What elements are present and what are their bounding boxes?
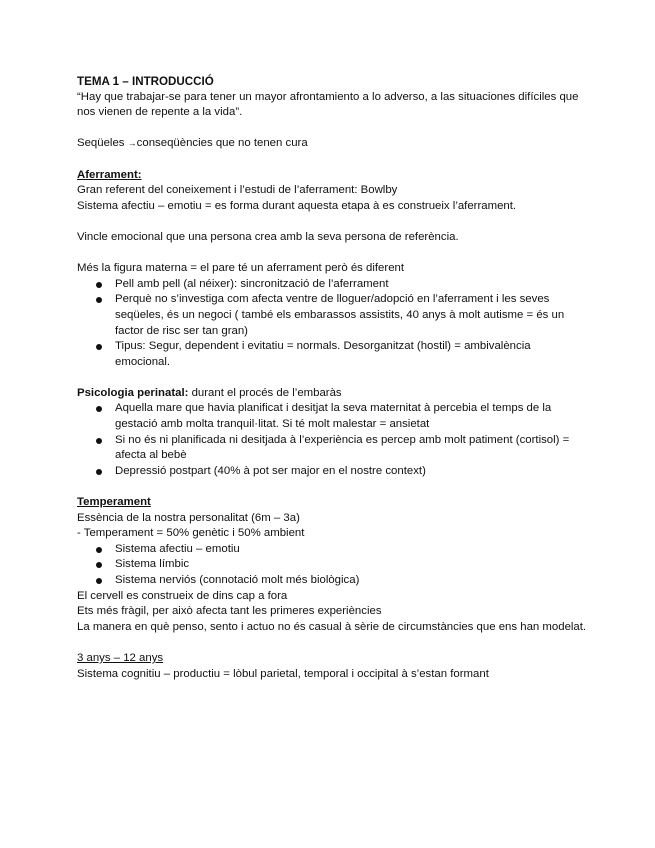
arrow-icon: → — [127, 138, 137, 149]
paragraph-line: Essència de la nostra personalitat (6m – 3a) — [77, 511, 300, 524]
intro-quote: “Hay que trabajar-se para tener un mayor afrontamiento a lo adverso, a las situaciones difíciles que nos vienen de repente a la vida”. — [77, 90, 579, 119]
document-body — [77, 74, 587, 682]
list-item: Perquè no s’investiga com afecta ventre de lloguer/adopció en l’aferrament i les seves seqüeles, és un negoci ( també els embarassos assistits, 40 anys à molt autisme = és un factor de risc ser tan gran) — [115, 292, 587, 339]
spacer — [77, 246, 587, 262]
section-heading-perinatal: Psicologia perinatal: — [77, 386, 189, 399]
list-item: Tipus: Segur, dependent i evitatiu = normals. Desorganitzat (hostil) = ambivalència emocional. — [115, 339, 587, 370]
list-item: Si no és ni planificada ni desitjada à l’experiència es percep amb molt patiment (cortisol) = afecta al bebè — [115, 433, 587, 464]
perinatal-bullet-list — [77, 401, 587, 479]
section-heading-temperament: Temperament — [77, 496, 151, 509]
list-item: Pell amb pell (al néixer): sincronització de l’aferrament — [115, 277, 587, 293]
spacer — [77, 370, 587, 386]
paragraph-vincle: Vincle emocional que una persona crea amb la seva persona de referència. — [77, 230, 459, 243]
paragraph-line: El cervell es construeix de dins cap a fora — [77, 589, 288, 602]
temperament-bullet-list — [77, 542, 587, 589]
paragraph-figura: Més la figura materna = el pare té un aferrament però és diferent — [77, 262, 405, 275]
aferrament-bullet-list — [77, 277, 587, 371]
perinatal-intro: durant el procés de l’embaràs — [188, 386, 342, 399]
paragraph-line: Sistema afectiu – emotiu = es forma durant aquesta etapa à es construeix l’aferrament. — [77, 199, 517, 212]
paragraph-line: Ets més fràgil, per això afecta tant les primeres experiències — [77, 605, 382, 618]
spacer — [77, 214, 587, 230]
list-item: Sistema límbic — [115, 557, 587, 573]
paragraph-line: Gran referent del coneixement i l’estudi de l’aferrament: Bowlby — [77, 184, 398, 197]
sequeles-definition: conseqüències que no tenen cura — [136, 137, 308, 150]
paragraph-line: Sistema cognitiu – productiu = lòbul parietal, temporal i occipital à s’estan formant — [77, 667, 489, 680]
sequeles-term: Seqüeles — [77, 137, 125, 150]
spacer — [77, 479, 587, 495]
list-item: Sistema nerviós (connotació molt més biològica) — [115, 573, 587, 589]
spacer — [77, 152, 587, 168]
spacer — [77, 635, 587, 651]
section-heading-aferrament: Aferrament: — [77, 168, 142, 181]
paragraph-line: La manera en què penso, sento i actuo no és casual à sèrie de circumstàncies que ens han modelat. — [77, 620, 587, 633]
document-title: TEMA 1 – INTRODUCCIÓ — [77, 75, 214, 88]
sequeles-line — [77, 136, 587, 152]
paragraph-line: - Temperament = 50% genètic i 50% ambient — [77, 527, 305, 540]
section-heading-anys: 3 anys – 12 anys — [77, 651, 164, 664]
spacer — [77, 121, 587, 137]
list-item: Depressió postpart (40% à pot ser major en el nostre context) — [115, 464, 587, 480]
list-item: Sistema afectiu – emotiu — [115, 542, 587, 558]
perinatal-line — [77, 386, 587, 402]
list-item: Aquella mare que havia planificat i desitjat la seva maternitat à percebia el temps de la gestació amb molta tranquil·litat. Si té molt malestar = ansietat — [115, 401, 587, 432]
